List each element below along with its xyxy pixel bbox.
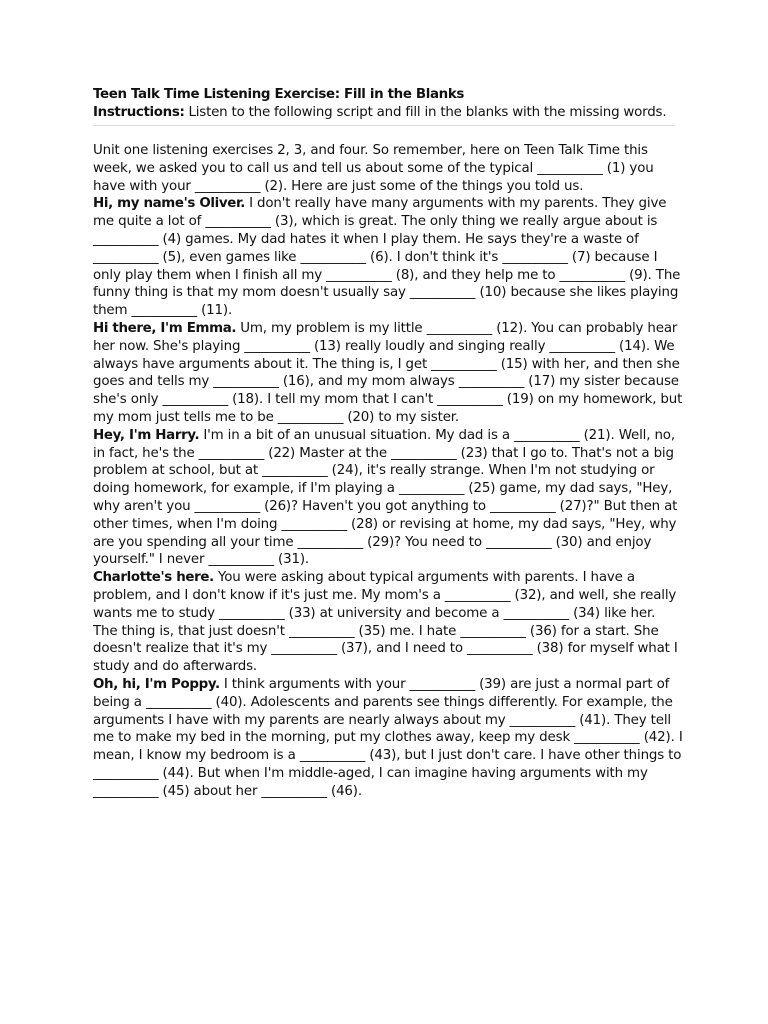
harry-paragraph [93, 427, 683, 569]
oliver-paragraph [93, 195, 683, 320]
speaker-poppy: Oh, hi, I'm Poppy. [93, 676, 220, 692]
poppy-paragraph [93, 676, 683, 801]
instructions-text: Listen to the following script and fill in the blanks with the missing words. [184, 105, 667, 120]
oliver-text: I don't really have many arguments with my parents. They give me quite a lot of __________ (3), which is great. The only thing we really argue about is __________ (4) games. My dad hates it when I play them. He says they're a waste of __________ (5), even games like __________ (6). I don't think it's __________ (7) because I only play them when I finish all my __________ (8), and they help me to __________ (9). The funny thing is that my mom doesn't usually say __________ (10) because she likes playing them __________ (11). [93, 196, 681, 319]
charlotte-text: You were asking about typical arguments with parents. I have a problem, and I don't know if it's just me. My mom's a __________ (32), and well, she really wants me to study __________ (33) at university and become a __________ (34) like her. The thing is, that just doesn't __________ (35) me. I hate __________ (36) for a start. She doesn't realize that it's my __________ (37), and I need to __________ (38) for myself what I study and do afterwards. [93, 570, 678, 675]
poppy-text: I think arguments with your __________ (39) are just a normal part of being a __________ (40). Adolescents and parents see things differently. For example, the arguments I have with my parents are nearly always about my __________ (41). They tell me to make my bed in the morning, put my clothes away, keep my desk __________ (42). I mean, I know my bedroom is a __________ (43), but I just don't care. I have other things to __________ (44). But when I'm middle-aged, I can imagine having arguments with my __________ (45) about her __________ (46). [93, 676, 683, 799]
speaker-harry: Hey, I'm Harry. [93, 427, 200, 443]
instructions [93, 104, 683, 122]
speaker-emma: Hi there, I'm Emma. [93, 320, 237, 336]
header-divider [93, 125, 675, 126]
emma-paragraph [93, 320, 683, 427]
speaker-oliver: Hi, my name's Oliver. [93, 196, 246, 212]
intro-paragraph: Unit one listening exercises 2, 3, and four. So remember, here on Teen Talk Time this week, we asked you to call us and tell us about some of the typical __________ (1) you have with your __________ (2). Here are just some of the things you told us. [93, 143, 654, 194]
speaker-charlotte: Charlotte's here. [93, 570, 214, 586]
worksheet-page [93, 86, 683, 800]
charlotte-paragraph [93, 569, 683, 676]
instructions-label: Instructions: [93, 105, 185, 120]
harry-text: I'm in a bit of an unusual situation. My dad is a __________ (21). Well, no, in fact, he's the __________ (22) Master at the __________ (23) that I go to. That's not a big problem at school, but at __________ (24), it's really strange. When I'm not studying or doing homework, for example, if I'm playing a __________ (25) game, my dad says, "Hey, why aren't you __________ (26)? Haven't you got anything to __________ (27)?" But then at other times, when I'm doing __________ (28) or revising at home, my dad says, "Hey, why are you spending all your time __________ (29)? You need to __________ (30) and enjoy yourself." I never __________ (31). [93, 427, 678, 568]
emma-text: Um, my problem is my little __________ (12). You can probably hear her now. She's playing __________ (13) really loudly and singing really __________ (14). We always have arguments about it. The thing is, I get __________ (15) with her, and then she goes and tells my __________ (16), and my mom always __________ (17) my sister because she's only __________ (18). I tell my mom that I can't __________ (19) on my homework, but my mom just tells me to be __________ (20) to my sister. [93, 320, 683, 425]
script-body [93, 142, 683, 800]
document-title: Teen Talk Time Listening Exercise: Fill in the Blanks [93, 87, 465, 102]
